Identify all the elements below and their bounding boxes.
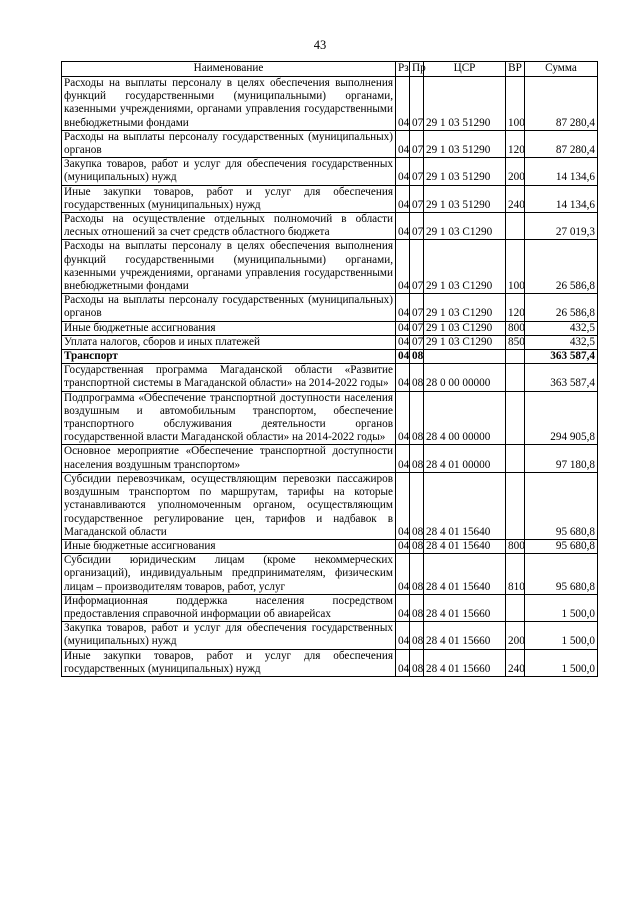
cell-name: Иные бюджетные ассигнования: [62, 539, 396, 553]
cell-csr: 29 1 03 51290: [424, 77, 506, 131]
cell-csr: 29 1 03 С1290: [424, 294, 506, 321]
cell-csr: 28 4 01 15660: [424, 594, 506, 621]
cell-pr: 08: [410, 594, 424, 621]
cell-vr: 100: [506, 77, 525, 131]
cell-sum: 27 019,3: [525, 213, 598, 240]
cell-csr: 29 1 03 С1290: [424, 335, 506, 349]
cell-vr: [506, 213, 525, 240]
cell-vr: 120: [506, 294, 525, 321]
cell-rz: 04: [396, 539, 410, 553]
cell-name: Уплата налогов, сборов и иных платежей: [62, 335, 396, 349]
cell-pr: 07: [410, 158, 424, 185]
cell-rz: 04: [396, 364, 410, 391]
table-row: [62, 649, 598, 676]
cell-name: Субсидии юридическим лицам (кроме некоммерческих организаций), индивидуальным предпринимателям, физическим лицам – производителям товаров, работ, услуг: [62, 554, 396, 595]
cell-name: Расходы на выплаты персоналу в целях обеспечения выполнения функций государственными (муниципальными) органами, казенными учреждениями, органами управления государственными внебюджетными фондами: [62, 77, 396, 131]
cell-pr: 08: [410, 649, 424, 676]
header-csr: ЦСР: [424, 62, 506, 77]
cell-csr: 28 4 01 15640: [424, 472, 506, 539]
cell-sum: 363 587,4: [525, 350, 598, 364]
cell-csr: 29 1 03 51290: [424, 185, 506, 212]
table-row: [62, 294, 598, 321]
cell-sum: 14 134,6: [525, 158, 598, 185]
cell-name: Закупка товаров, работ и услуг для обеспечения государственных (муниципальных) нужд: [62, 158, 396, 185]
cell-rz: 04: [396, 554, 410, 595]
cell-name: Информационная поддержка населения посредством предоставления справочной информации об авиарейсах: [62, 594, 396, 621]
cell-pr: 08: [410, 554, 424, 595]
cell-name: Расходы на выплаты персоналу государственных (муниципальных) органов: [62, 294, 396, 321]
cell-sum: 294 905,8: [525, 391, 598, 445]
header-rz: Рз: [396, 62, 410, 77]
cell-pr: 08: [410, 539, 424, 553]
cell-pr: 08: [410, 472, 424, 539]
cell-sum: 95 680,8: [525, 554, 598, 595]
cell-csr: 28 0 00 00000: [424, 364, 506, 391]
cell-name: Иные бюджетные ассигнования: [62, 321, 396, 335]
cell-pr: 08: [410, 364, 424, 391]
cell-name: Иные закупки товаров, работ и услуг для обеспечения государственных (муниципальных) нужд: [62, 649, 396, 676]
cell-pr: 07: [410, 130, 424, 157]
cell-rz: 04: [396, 350, 410, 364]
cell-vr: 240: [506, 185, 525, 212]
cell-rz: 04: [396, 594, 410, 621]
cell-csr: 28 4 01 15660: [424, 622, 506, 649]
cell-pr: 07: [410, 335, 424, 349]
table-row: [62, 445, 598, 472]
table-row: [62, 321, 598, 335]
table-row: [62, 554, 598, 595]
cell-vr: 850: [506, 335, 525, 349]
cell-sum: 432,5: [525, 321, 598, 335]
cell-vr: 240: [506, 649, 525, 676]
table-row: [62, 622, 598, 649]
header-sum: Сумма: [525, 62, 598, 77]
cell-vr: 810: [506, 554, 525, 595]
cell-name: Субсидии перевозчикам, осуществляющим перевозки пассажиров воздушным транспортом по маршрутам, тарифы на которые устанавливаются уполномоченным органом, осуществляющим государственное регулирование цен, тарифов и надбавок в Магаданской области: [62, 472, 396, 539]
cell-pr: 07: [410, 294, 424, 321]
cell-rz: 04: [396, 445, 410, 472]
cell-name: Государственная программа Магаданской области «Развитие транспортной системы в Магаданской области» на 2014-2022 годы»: [62, 364, 396, 391]
cell-csr: 28 4 01 00000: [424, 445, 506, 472]
table-row: [62, 77, 598, 131]
cell-sum: 1 500,0: [525, 594, 598, 621]
cell-rz: 04: [396, 77, 410, 131]
table-row: [62, 130, 598, 157]
cell-csr: 29 1 03 51290: [424, 130, 506, 157]
cell-name: Расходы на осуществление отдельных полномочий в области лесных отношений за счет средств областного бюджета: [62, 213, 396, 240]
table-row: [62, 185, 598, 212]
cell-sum: 97 180,8: [525, 445, 598, 472]
header-vr: ВР: [506, 62, 525, 77]
cell-rz: 04: [396, 391, 410, 445]
table-row: [62, 364, 598, 391]
cell-pr: 07: [410, 321, 424, 335]
cell-sum: 26 586,8: [525, 294, 598, 321]
cell-pr: 08: [410, 350, 424, 364]
cell-csr: 29 1 03 С1290: [424, 213, 506, 240]
cell-rz: 04: [396, 294, 410, 321]
table-row: [62, 472, 598, 539]
cell-rz: 04: [396, 158, 410, 185]
cell-csr: 28 4 00 00000: [424, 391, 506, 445]
cell-rz: 04: [396, 649, 410, 676]
cell-rz: 04: [396, 130, 410, 157]
cell-rz: 04: [396, 240, 410, 294]
cell-vr: 800: [506, 539, 525, 553]
cell-pr: 07: [410, 213, 424, 240]
cell-name: Основное мероприятие «Обеспечение транспортной доступности населения воздушным транспортом»: [62, 445, 396, 472]
cell-csr: 29 1 03 С1290: [424, 240, 506, 294]
cell-name: Расходы на выплаты персоналу в целях обеспечения выполнения функций государственными (муниципальными) органами, казенными учреждениями, органами управления государственными внебюджетными фондами: [62, 240, 396, 294]
cell-vr: [506, 472, 525, 539]
budget-table: [61, 61, 598, 677]
cell-vr: 200: [506, 158, 525, 185]
cell-csr: 29 1 03 51290: [424, 158, 506, 185]
table-row: [62, 391, 598, 445]
cell-sum: 432,5: [525, 335, 598, 349]
table-body: [62, 77, 598, 677]
cell-pr: 07: [410, 185, 424, 212]
header-name: Наименование: [62, 62, 396, 77]
table-row: [62, 594, 598, 621]
cell-rz: 04: [396, 622, 410, 649]
cell-sum: 87 280,4: [525, 130, 598, 157]
table-row: [62, 213, 598, 240]
cell-rz: 04: [396, 185, 410, 212]
cell-vr: [506, 594, 525, 621]
cell-sum: 363 587,4: [525, 364, 598, 391]
cell-csr: 28 4 01 15660: [424, 649, 506, 676]
cell-csr: 29 1 03 С1290: [424, 321, 506, 335]
cell-csr: 28 4 01 15640: [424, 539, 506, 553]
header-pr: Пр: [410, 62, 424, 77]
cell-vr: 800: [506, 321, 525, 335]
cell-vr: 100: [506, 240, 525, 294]
cell-vr: 120: [506, 130, 525, 157]
cell-sum: 26 586,8: [525, 240, 598, 294]
cell-rz: 04: [396, 213, 410, 240]
cell-name: Транспорт: [62, 350, 396, 364]
page-number: 43: [313, 38, 327, 52]
table-row: [62, 335, 598, 349]
cell-sum: 14 134,6: [525, 185, 598, 212]
cell-pr: 08: [410, 445, 424, 472]
table-header-row: [62, 62, 598, 77]
cell-name: Расходы на выплаты персоналу государственных (муниципальных) органов: [62, 130, 396, 157]
cell-vr: [506, 445, 525, 472]
cell-pr: 08: [410, 391, 424, 445]
table-row: [62, 240, 598, 294]
cell-sum: 95 680,8: [525, 539, 598, 553]
cell-pr: 07: [410, 77, 424, 131]
table-row: [62, 350, 598, 364]
cell-rz: 04: [396, 472, 410, 539]
cell-name: Иные закупки товаров, работ и услуг для обеспечения государственных (муниципальных) нужд: [62, 185, 396, 212]
cell-vr: 200: [506, 622, 525, 649]
cell-vr: [506, 391, 525, 445]
cell-vr: [506, 350, 525, 364]
table-row: [62, 539, 598, 553]
cell-name: Закупка товаров, работ и услуг для обеспечения государственных (муниципальных) нужд: [62, 622, 396, 649]
cell-name: Подпрограмма «Обеспечение транспортной доступности населения воздушным и автомобильным транспортом, обеспечение транспортного обслуживания деятельности органов государственной власти Магаданской области» на 2014-2022 годы»: [62, 391, 396, 445]
cell-pr: 08: [410, 622, 424, 649]
cell-sum: 1 500,0: [525, 622, 598, 649]
cell-sum: 1 500,0: [525, 649, 598, 676]
cell-csr: [424, 350, 506, 364]
cell-vr: [506, 364, 525, 391]
cell-pr: 07: [410, 240, 424, 294]
cell-rz: 04: [396, 335, 410, 349]
cell-sum: 87 280,4: [525, 77, 598, 131]
table-row: [62, 158, 598, 185]
cell-sum: 95 680,8: [525, 472, 598, 539]
cell-rz: 04: [396, 321, 410, 335]
cell-csr: 28 4 01 15640: [424, 554, 506, 595]
